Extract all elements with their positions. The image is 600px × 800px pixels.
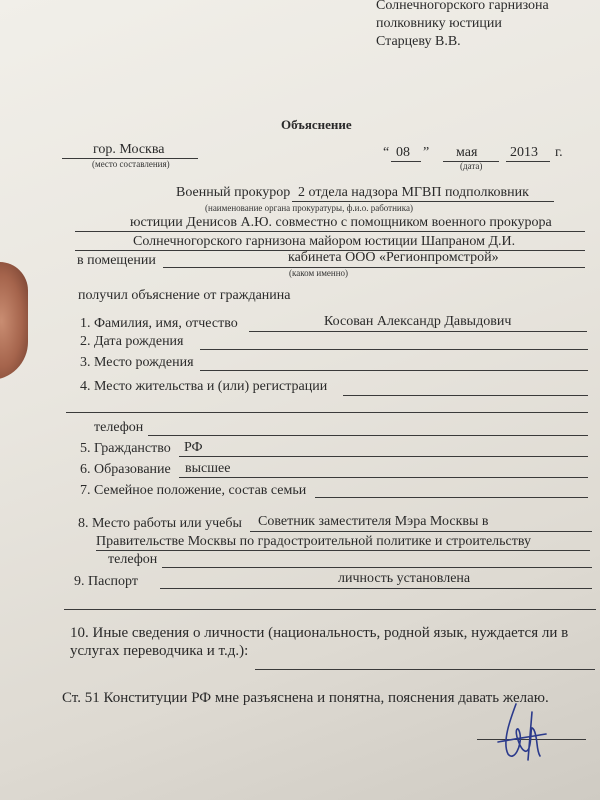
compiler-line-2: юстиции Денисов А.Ю. совместно с помощником военного прокурора — [130, 215, 552, 230]
field-5-underline — [179, 456, 588, 457]
field-8-value-line-2: Правительстве Москвы по градостроительной политике и строительству — [96, 534, 532, 549]
field-2-label: 2. Дата рождения — [80, 334, 184, 349]
field-10-underline — [255, 669, 595, 670]
date-caption: (дата) — [460, 161, 483, 171]
room-value: кабинета ООО «Регионпромстрой» — [288, 250, 499, 265]
phone-label: телефон — [94, 420, 144, 435]
addressee-line-3: Старцеву В.В. — [376, 34, 461, 49]
room-caption: (каком именно) — [289, 268, 349, 278]
date-year: 2013 — [510, 145, 538, 160]
thumb-shadow — [0, 262, 28, 380]
compiler-line-3: Солнечногорского гарнизона майором юстиции Шапраном Д.И. — [133, 234, 516, 249]
field-2-underline — [200, 349, 588, 350]
compiler-label: Военный прокурор — [176, 185, 291, 200]
field-8-label: 8. Место работы или учебы — [78, 516, 242, 531]
field-10-line-1: 10. Иные сведения о личности (национальность, родной язык, нуждается ли в — [70, 625, 569, 641]
field-9-extra-underline — [64, 609, 596, 610]
field-7-label: 7. Семейное положение, состав семьи — [80, 483, 307, 498]
field-7-underline — [315, 497, 588, 498]
field-8-value-line-1: Советник заместителя Мэра Москвы в — [258, 514, 489, 529]
field-4-label: 4. Место жительства и (или) регистрации — [80, 379, 328, 394]
room-label: в помещении — [77, 253, 156, 268]
compiler-line-2-underline — [75, 231, 585, 232]
field-8-phone-underline — [162, 567, 592, 568]
field-3-underline — [200, 370, 588, 371]
field-1-underline — [249, 331, 587, 332]
place-caption: (место составления) — [92, 159, 170, 169]
received-text: получил объяснение от гражданина — [78, 288, 291, 303]
field-8-underline-2 — [96, 550, 590, 551]
field-5-value: РФ — [184, 440, 203, 455]
document-title: Объяснение — [281, 117, 352, 132]
date-close-quote: ” — [423, 145, 430, 160]
place-value: гор. Москва — [93, 142, 165, 157]
field-10-line-2: услугах переводчика и т.д.): — [70, 643, 249, 659]
field-8-underline-1 — [250, 531, 592, 532]
field-3-label: 3. Место рождения — [80, 355, 194, 370]
addressee-line-2: полковнику юстиции — [376, 16, 502, 31]
field-5-label: 5. Гражданство — [80, 441, 171, 456]
date-year-underline — [506, 161, 550, 162]
field-6-value: высшее — [185, 461, 231, 476]
phone-underline — [148, 435, 588, 436]
date-month: мая — [456, 145, 478, 160]
date-suffix: г. — [555, 145, 563, 160]
field-4-extra-underline — [66, 412, 588, 413]
signature-mark — [488, 690, 552, 770]
field-8-phone-label: телефон — [108, 552, 158, 567]
field-4-underline — [343, 395, 588, 396]
field-9-value: личность установлена — [338, 571, 471, 586]
field-9-underline — [160, 588, 592, 589]
addressee-line-1: Солнечногорского гарнизона — [376, 0, 549, 13]
date-day: 08 — [396, 145, 410, 160]
field-1-label: 1. Фамилия, имя, отчество — [80, 316, 238, 331]
compiler-caption: (наименование органа прокуратуры, ф.и.о. работника) — [205, 203, 413, 213]
compiler-line-1-underline — [292, 201, 554, 202]
field-6-underline — [179, 477, 588, 478]
date-open-quote: “ — [383, 145, 390, 160]
field-6-label: 6. Образование — [80, 462, 171, 477]
field-1-value: Косован Александр Давыдович — [324, 314, 512, 329]
room-underline — [163, 267, 585, 268]
compiler-line-1: 2 отдела надзора МГВП подполковник — [298, 185, 529, 200]
date-day-underline — [391, 161, 421, 162]
rights-statement: Ст. 51 Конституции РФ мне разъяснена и понятна, пояснения давать желаю. — [62, 690, 549, 706]
field-9-label: 9. Паспорт — [74, 574, 138, 589]
